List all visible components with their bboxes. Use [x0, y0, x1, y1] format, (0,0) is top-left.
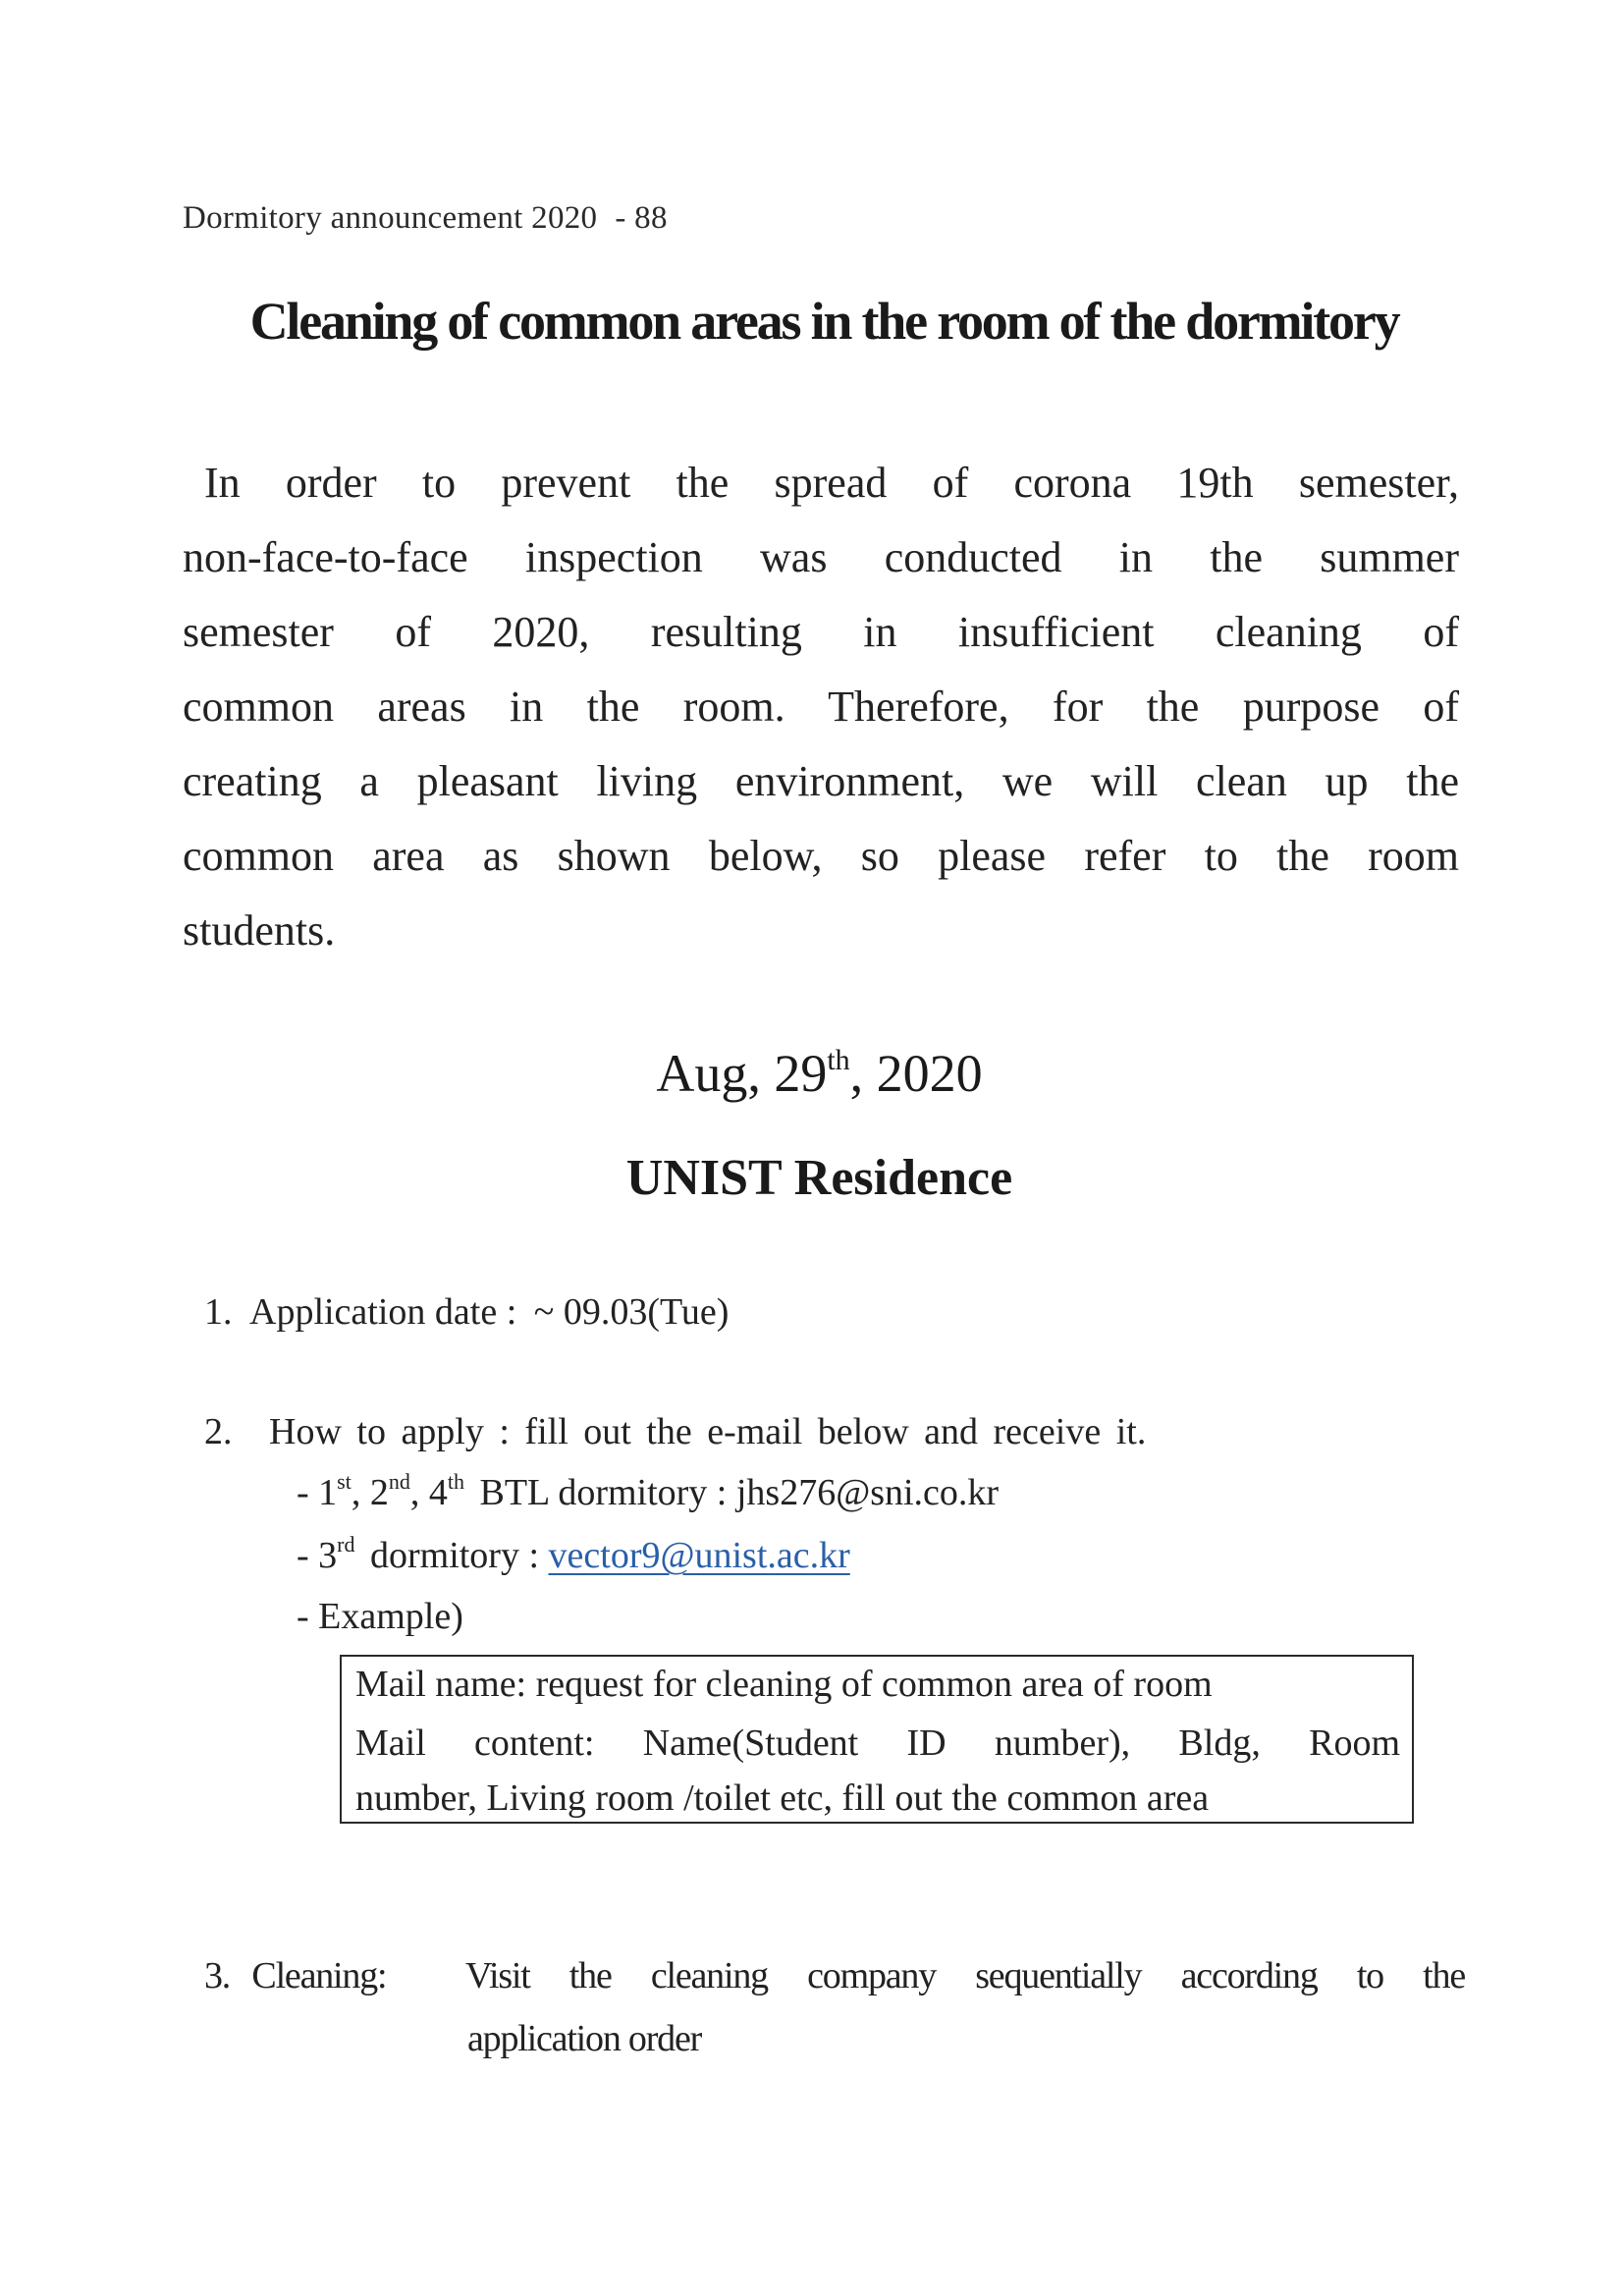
doc-label: Dormitory announcement 2020: [183, 200, 598, 236]
bullet: -: [297, 1535, 309, 1576]
intro-line: students.: [183, 906, 336, 955]
btl-dormitory-email: jhs276@sni.co.kr: [735, 1472, 1000, 1513]
date-day-suffix: th: [827, 1044, 850, 1076]
organization-name: UNIST Residence: [625, 1150, 1013, 1206]
ordinal-number: , 2: [351, 1472, 389, 1513]
example-mail-content: Mail content: Name(Student ID number), Bldg, Room: [355, 1722, 1400, 1764]
announcement-date: [0, 1043, 1623, 1104]
third-dormitory-email-link[interactable]: vector9@unist.ac.kr: [548, 1535, 850, 1576]
ordinal-suffix: th: [447, 1469, 464, 1494]
item-number: 3.: [204, 1955, 231, 1996]
example-label: Example): [318, 1596, 463, 1637]
document-number: [183, 200, 668, 237]
intro-line: creating a pleasant living environment, we will clean up the: [183, 757, 1459, 805]
intro-line: semester of 2020, resulting in insufficient cleaning of: [183, 608, 1459, 656]
ordinal-suffix: nd: [388, 1469, 410, 1494]
ordinal-number: , 4: [409, 1472, 448, 1513]
item-number: 2.: [204, 1411, 233, 1452]
page-title: Cleaning of common areas in the room of the dormitory: [249, 292, 1399, 351]
cleaning-label: Cleaning:: [251, 1955, 387, 1996]
cleaning-item: [204, 1954, 386, 1997]
example-line: [297, 1595, 463, 1638]
intro-line: In order to prevent the spread of corona 19th semester,: [204, 459, 1459, 507]
doc-number-value: - 88: [615, 200, 668, 236]
third-dormitory-label: dormitory :: [369, 1535, 540, 1576]
third-dormitory-line: [297, 1534, 850, 1577]
example-mail-name: Mail name: request for cleaning of common area of room: [355, 1664, 1213, 1705]
intro-line: common areas in the room. Therefore, for the purpose of: [183, 683, 1459, 731]
application-date-item: [204, 1290, 729, 1334]
btl-dormitory-line: [297, 1471, 999, 1514]
example-mail-box: [340, 1655, 1414, 1824]
ordinal-suffix: st: [337, 1469, 352, 1494]
bullet: -: [297, 1472, 309, 1513]
cleaning-description-cont: application order: [467, 2018, 702, 2059]
ordinal-number: 3: [318, 1535, 338, 1576]
example-mail-content-cont: number, Living room /toilet etc, fill out the common area: [355, 1777, 1210, 1819]
date-year: , 2020: [849, 1044, 983, 1103]
btl-dormitory-label: BTL dormitory :: [479, 1472, 728, 1513]
date-day: 29: [774, 1044, 828, 1103]
item-number: 1.: [204, 1291, 233, 1333]
bullet: -: [297, 1596, 309, 1637]
ordinal-suffix: rd: [337, 1532, 355, 1557]
application-date-value: ~ 09.03(Tue): [533, 1291, 730, 1333]
application-date-label: Application date :: [249, 1291, 517, 1333]
intro-line: non-face-to-face inspection was conducted in the summer: [183, 533, 1459, 581]
ordinal-number: 1: [318, 1472, 338, 1513]
how-to-apply-label: How to apply : fill out the e-mail below and receive it.: [269, 1411, 1147, 1452]
how-to-apply-item: [204, 1410, 1146, 1453]
date-month: Aug,: [656, 1044, 761, 1103]
cleaning-description: Visit the cleaning company sequentially according to the: [465, 1955, 1465, 1996]
intro-line: common area as shown below, so please refer to the room: [183, 832, 1459, 880]
